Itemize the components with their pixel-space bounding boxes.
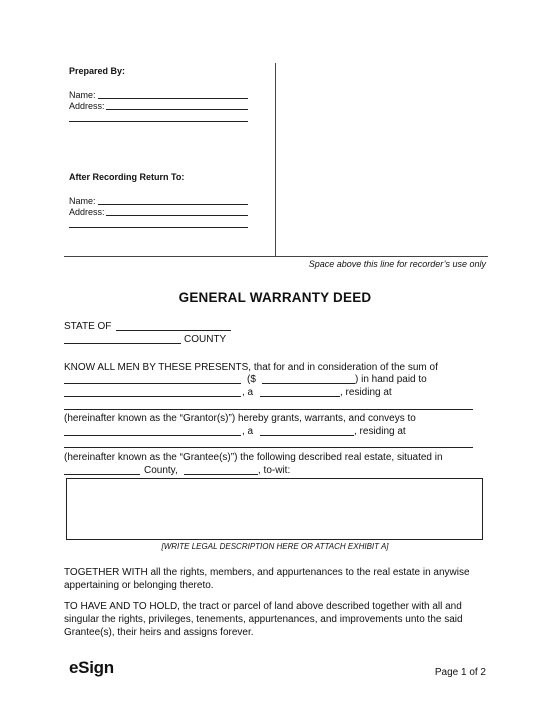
return-to-name-label: Name: (69, 196, 96, 206)
state-field[interactable] (116, 330, 231, 331)
grantor-name-field[interactable] (64, 396, 241, 397)
grantee-a-text: , a (242, 426, 254, 437)
prepared-by-heading: Prepared By: (69, 66, 126, 76)
together-with-paragraph: TOGETHER WITH all the rights, members, and appurtenances to the real estate in anywise appertaining or belonging thereto. (64, 567, 470, 591)
grantee-residing-text: , residing at (354, 426, 406, 437)
consideration-amount-field[interactable] (262, 383, 355, 384)
legal-description-caption: [WRITE LEGAL DESCRIPTION HERE OR ATTACH EXHIBIT A] (161, 542, 389, 551)
return-to-address-field-2[interactable] (69, 227, 248, 228)
grantor-a-text: , a (242, 387, 254, 398)
prepared-by-address-field[interactable] (106, 109, 248, 110)
consideration-amount-words-field[interactable] (64, 383, 241, 384)
dollar-open: ($ (247, 374, 256, 385)
consideration-text: KNOW ALL MEN BY THESE PRESENTS, that for and in consideration of the sum of (64, 362, 438, 373)
county-label: COUNTY (184, 334, 227, 345)
state-label: STATE OF (64, 321, 112, 332)
recorder-area-bottom-rule (64, 256, 488, 257)
page-title: GENERAL WARRANTY DEED (178, 290, 372, 305)
county-name-field[interactable] (64, 474, 140, 475)
return-to-address-label: Address: (69, 207, 105, 217)
grantee-address-field[interactable] (64, 447, 473, 448)
to-wit-text: , to-wit: (258, 465, 291, 476)
esign-logo: eSign (69, 658, 114, 677)
grantor-grants-text: (hereinafter known as the “Grantor(s)”) hereby grants, warrants, and conveys to (64, 413, 416, 424)
recorder-note: Space above this line for recorder’s use only (308, 259, 486, 269)
county-field[interactable] (64, 343, 181, 344)
grantee-real-estate-text: (hereinafter known as the “Grantee(s)”) the following described real estate, situated in (64, 452, 443, 463)
page-number: Page 1 of 2 (434, 667, 486, 678)
grantee-type-field[interactable] (260, 435, 354, 436)
in-hand-paid-text: ) in hand paid to (355, 374, 427, 385)
prepared-by-name-label: Name: (69, 90, 96, 100)
to-have-and-hold-paragraph: TO HAVE AND TO HOLD, the tract or parcel of land above described together with all and singular the rights, privileges, tenements, appurtenances, and improvements unto the said Grantee(s), their heirs and assigns forever. (64, 601, 463, 638)
legal-description-box[interactable] (66, 478, 483, 540)
grantor-address-field[interactable] (64, 409, 473, 410)
return-to-address-field[interactable] (106, 215, 248, 216)
state-name-field[interactable] (184, 474, 258, 475)
grantor-residing-text: , residing at (340, 387, 392, 398)
county-text: County, (144, 465, 178, 476)
prepared-by-address-label: Address: (69, 101, 105, 111)
grantor-type-field[interactable] (260, 396, 340, 397)
return-to-name-field[interactable] (98, 204, 248, 205)
grantee-name-field[interactable] (64, 435, 241, 436)
prepared-by-name-field[interactable] (98, 98, 248, 99)
recorder-area-divider (275, 63, 276, 256)
prepared-by-address-field-2[interactable] (69, 121, 248, 122)
return-to-heading: After Recording Return To: (69, 172, 185, 182)
